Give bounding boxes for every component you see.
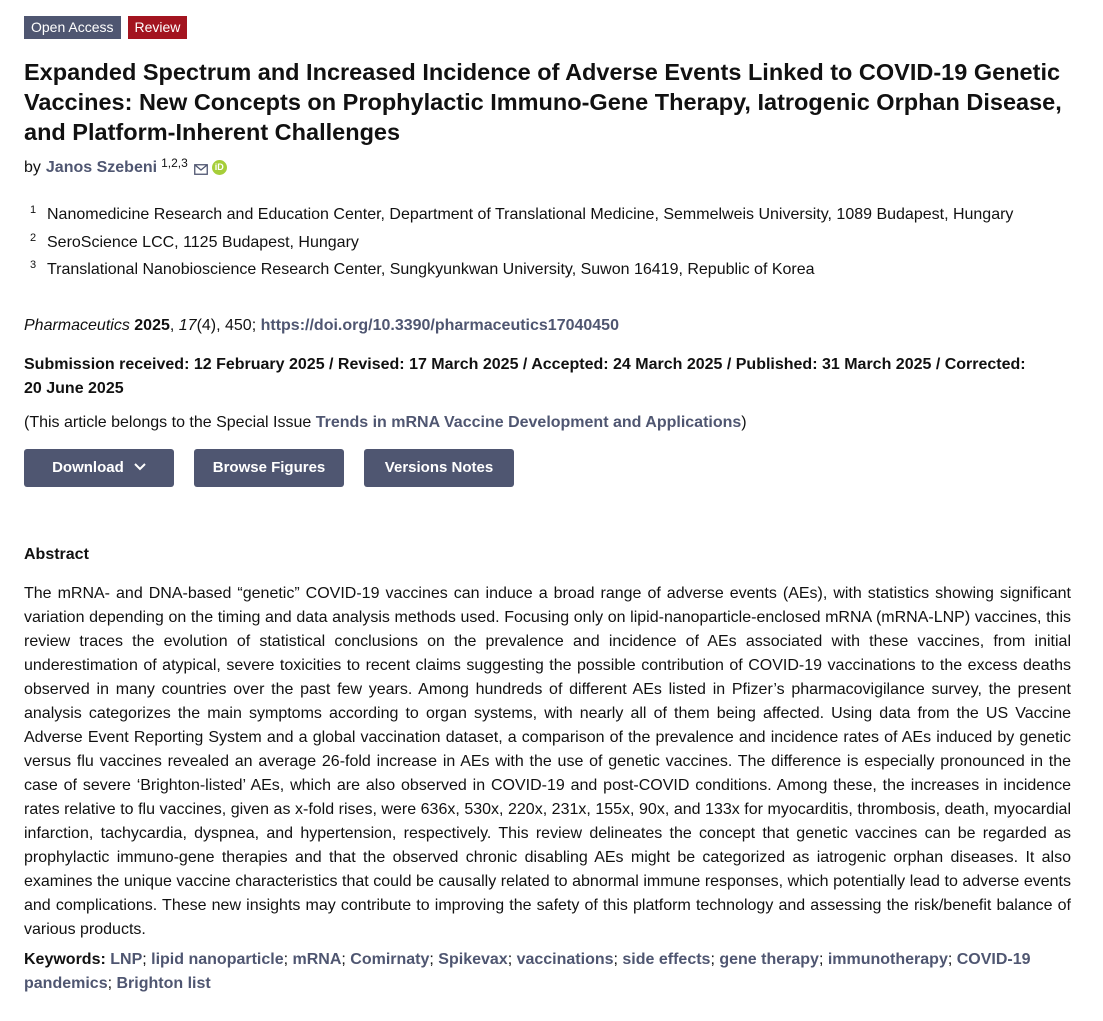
abstract-heading: Abstract: [24, 546, 89, 563]
keyword-link[interactable]: vaccinations: [516, 951, 614, 968]
affiliation-text: SeroScience LCC, 1125 Budapest, Hungary: [47, 233, 359, 251]
affiliation-text: Nanomedicine Research and Education Center, Department of Translational Medicine, Semmelweis University, 1089 Budapest, Hungary: [47, 206, 1014, 223]
chevron-down-icon: [134, 448, 146, 486]
affiliation-number: 1: [30, 204, 37, 216]
download-label: Download: [52, 459, 124, 476]
mail-icon[interactable]: [194, 162, 208, 180]
special-issue-suffix: ): [741, 414, 747, 431]
special-issue-link[interactable]: Trends in mRNA Vaccine Development and Applications: [315, 414, 742, 431]
action-buttons: [24, 449, 514, 487]
affiliation-item: [30, 231, 1013, 262]
article-title: Expanded Spectrum and Increased Incidence of Adverse Events Linked to COVID-19 Genetic Vaccines: New Concepts on Prophylactic Immuno-Gene Therapy, Iatrogenic Orphan Disease, and Platform-Inherent Challenges: [24, 59, 1062, 145]
keyword-link[interactable]: lipid nanoparticle: [151, 951, 284, 968]
keyword-link[interactable]: Brighton list: [116, 975, 211, 992]
keywords-label: Keywords:: [24, 951, 106, 968]
journal-name: Pharmaceutics: [24, 317, 130, 334]
open-access-badge: Open Access: [24, 16, 121, 39]
special-issue-prefix: (This article belongs to the Special Issue: [24, 414, 316, 431]
doi-link[interactable]: https://doi.org/10.3390/pharmaceutics17040450: [260, 317, 619, 334]
keyword-link[interactable]: Spikevax: [438, 951, 508, 968]
review-badge: Review: [128, 16, 188, 39]
publication-dates: Submission received: 12 February 2025 / Revised: 17 March 2025 / Accepted: 24 March 2025 / Published: 31 March 2025 / Corrected: 20 June 2025: [24, 356, 1026, 397]
abstract-text: The mRNA- and DNA-based “genetic” COVID-19 vaccines can induce a broad range of adverse events (AEs), with statistics showing significant variation depending on the timing and data analysis methods used. Focusing only on lipid-nanoparticle-enclosed mRNA (mRNA-LNP) vaccines, this review traces the evolution of statistical conclusions on the prevalence and incidence of AEs associated with these vaccines, from initial underestimation of atypical, severe toxicities to recent claims suggesting the possible contribution of COVID-19 vaccinations to the excess deaths observed in many countries over the past few years. Among hundreds of different AEs listed in Pfizer’s pharmacovigilance survey, the present analysis categorizes the main symptoms according to organ systems, with nearly all of them being affected. Using data from the US Vaccine Adverse Event Reporting System and a global vaccination dataset, a comparison of the prevalence and incidence rates of AEs induced by genetic versus flu vaccines revealed an average 26-fold increase in AEs with the use of genetic vaccines. The difference is especially pronounced in the case of severe ‘Brighton-listed’ AEs, which are also observed in COVID-19 and post-COVID conditions. Among these, the increases in incidence rates relative to flu vaccines, given as x-fold rises, were 636x, 530x, 220x, 231x, 155x, 90x, and 133x for myocarditis, thrombosis, death, myocardial infarction, tachycardia, dyspnea, and hypertension, respectively. This review delineates the concept that genetic vaccines can be regarded as prophylactic immuno-gene therapies and that the observed chronic disabling AEs might be categorized as iatrogenic orphan diseases. It also examines the unique vaccine characteristics that could be causally related to abnormal immune responses, which potentially lead to adverse events and complications. These new insights may contribute to improving the safety of this platform technology and assessing the risk/benefit balance of various products.: [24, 585, 1071, 938]
keywords: [24, 948, 1071, 996]
citation: Pharmaceutics 2025, 17(4), 450; https://doi.org/10.3390/pharmaceutics17040450: [24, 317, 619, 334]
keyword-link[interactable]: immunotherapy: [827, 951, 948, 968]
article-badges: [24, 16, 187, 39]
affiliation-number: 2: [30, 231, 37, 244]
keyword-link[interactable]: side effects: [622, 951, 711, 968]
orcid-icon[interactable]: iD: [212, 160, 227, 175]
versions-notes-button[interactable]: Versions Notes: [364, 449, 514, 487]
keyword-list: LNP; lipid nanoparticle; mRNA; Comirnaty; Spikevax; vaccinations; side effects; gene therapy; immunotherapy; COVID-19 pandemics; Brighton list: [24, 951, 1031, 992]
affiliation-number: 3: [30, 259, 37, 271]
byline: [24, 156, 227, 180]
affiliation-item: [30, 206, 1013, 234]
keyword-link[interactable]: gene therapy: [719, 951, 819, 968]
download-button[interactable]: [24, 449, 174, 487]
citation-year: 2025: [134, 317, 170, 334]
keyword-link[interactable]: COVID-19 pandemics: [24, 951, 1031, 992]
byline-by: by: [24, 159, 41, 176]
keyword-link[interactable]: mRNA: [292, 951, 342, 968]
affiliation-text: Translational Nanobioscience Research Center, Sungkyunkwan University, Suwon 16419, Republic of Korea: [47, 261, 815, 278]
keyword-link[interactable]: LNP: [110, 951, 143, 968]
citation-volume: 17: [178, 317, 197, 334]
author-affiliation-refs: 1,2,3: [161, 156, 188, 170]
citation-issue: (4), 450;: [196, 317, 261, 334]
special-issue: [24, 414, 747, 432]
author-link[interactable]: Janos Szebeni: [45, 159, 158, 176]
browse-figures-button[interactable]: Browse Figures: [194, 449, 344, 487]
keyword-link[interactable]: Comirnaty: [350, 951, 430, 968]
affiliations: [30, 206, 1013, 289]
affiliation-item: [30, 261, 1013, 289]
